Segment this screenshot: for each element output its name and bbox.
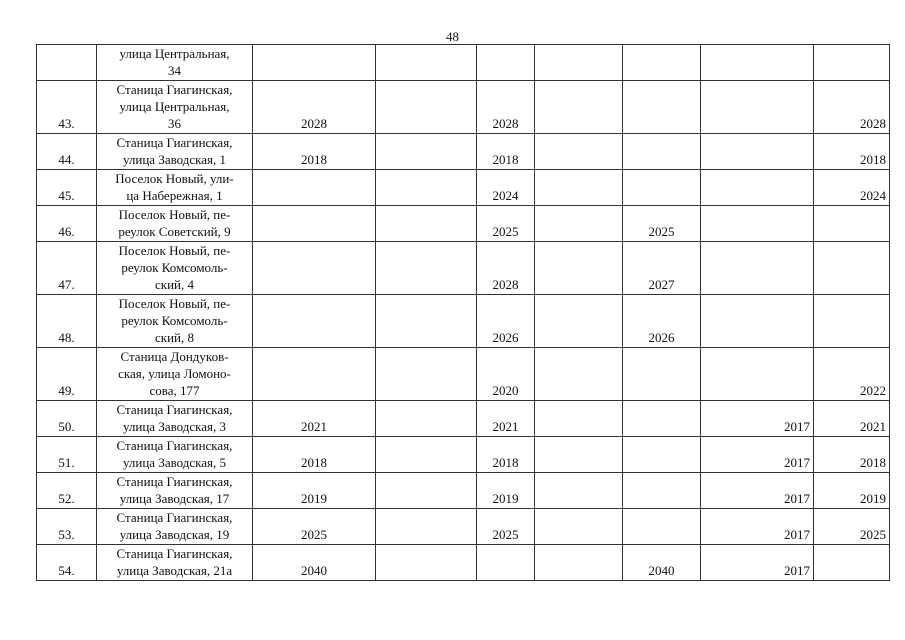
value-cell: 2017 — [701, 509, 814, 545]
address-cell: Станица Гиагинская, улица Заводская, 1 — [97, 134, 253, 170]
table-row — [37, 295, 890, 348]
value-cell: 2018 — [477, 134, 535, 170]
value-cell: 2017 — [701, 401, 814, 437]
page-number: 48 — [446, 29, 459, 44]
value-cell — [701, 134, 814, 170]
value-cell — [376, 545, 477, 581]
value-cell — [701, 206, 814, 242]
value-cell: 2028 — [477, 81, 535, 134]
value-cell — [814, 242, 890, 295]
table-row — [37, 509, 890, 545]
table-row — [37, 348, 890, 401]
row-number: 46. — [37, 206, 97, 242]
housing-schedule-table — [36, 44, 890, 581]
value-cell — [814, 45, 890, 81]
value-cell — [253, 295, 376, 348]
value-cell: 2040 — [253, 545, 376, 581]
value-cell — [535, 170, 623, 206]
value-cell: 2026 — [623, 295, 701, 348]
value-cell — [376, 437, 477, 473]
value-cell — [814, 206, 890, 242]
value-cell: 2025 — [623, 206, 701, 242]
value-cell: 2026 — [477, 295, 535, 348]
value-cell — [535, 348, 623, 401]
value-cell: 2021 — [253, 401, 376, 437]
value-cell — [623, 134, 701, 170]
address-cell: Поселок Новый, пе- реулок Советский, 9 — [97, 206, 253, 242]
value-cell — [376, 81, 477, 134]
value-cell: 2019 — [814, 473, 890, 509]
address-cell: Поселок Новый, пе- реулок Комсомоль- ский, 4 — [97, 242, 253, 295]
value-cell — [477, 545, 535, 581]
value-cell — [623, 509, 701, 545]
row-number: 45. — [37, 170, 97, 206]
address-cell: Станица Гиагинская, улица Заводская, 5 — [97, 437, 253, 473]
value-cell — [623, 81, 701, 134]
address-cell: Станица Гиагинская, улица Заводская, 19 — [97, 509, 253, 545]
row-number: 52. — [37, 473, 97, 509]
value-cell — [623, 437, 701, 473]
value-cell: 2028 — [477, 242, 535, 295]
value-cell — [376, 401, 477, 437]
value-cell — [253, 206, 376, 242]
value-cell — [814, 545, 890, 581]
value-cell — [701, 45, 814, 81]
value-cell — [376, 348, 477, 401]
value-cell — [535, 81, 623, 134]
value-cell — [253, 348, 376, 401]
value-cell: 2028 — [253, 81, 376, 134]
row-number: 54. — [37, 545, 97, 581]
value-cell: 2024 — [814, 170, 890, 206]
value-cell — [701, 295, 814, 348]
table-row — [37, 206, 890, 242]
value-cell — [253, 242, 376, 295]
value-cell: 2018 — [814, 134, 890, 170]
value-cell — [253, 170, 376, 206]
value-cell: 2020 — [477, 348, 535, 401]
row-number: 50. — [37, 401, 97, 437]
value-cell — [535, 45, 623, 81]
table-row — [37, 81, 890, 134]
row-number — [37, 45, 97, 81]
value-cell — [623, 45, 701, 81]
value-cell — [535, 545, 623, 581]
value-cell — [376, 242, 477, 295]
value-cell: 2027 — [623, 242, 701, 295]
value-cell — [376, 45, 477, 81]
address-cell: Станица Гиагинская, улица Заводская, 21а — [97, 545, 253, 581]
value-cell: 2022 — [814, 348, 890, 401]
row-number: 44. — [37, 134, 97, 170]
table-row — [37, 545, 890, 581]
value-cell: 2025 — [814, 509, 890, 545]
value-cell: 2017 — [701, 473, 814, 509]
table-row — [37, 170, 890, 206]
value-cell — [477, 45, 535, 81]
value-cell: 2025 — [477, 509, 535, 545]
value-cell — [376, 509, 477, 545]
value-cell — [701, 81, 814, 134]
value-cell: 2021 — [477, 401, 535, 437]
address-cell: Станица Гиагинская, улица Центральная, 36 — [97, 81, 253, 134]
value-cell — [701, 242, 814, 295]
value-cell — [623, 473, 701, 509]
value-cell — [535, 242, 623, 295]
row-number: 48. — [37, 295, 97, 348]
value-cell — [376, 295, 477, 348]
value-cell — [814, 295, 890, 348]
value-cell — [376, 134, 477, 170]
value-cell — [535, 206, 623, 242]
address-cell: улица Центральная, 34 — [97, 45, 253, 81]
value-cell: 2018 — [253, 437, 376, 473]
value-cell — [535, 473, 623, 509]
address-cell: Станица Гиагинская, улица Заводская, 17 — [97, 473, 253, 509]
row-number: 53. — [37, 509, 97, 545]
row-number: 47. — [37, 242, 97, 295]
value-cell — [253, 45, 376, 81]
table-row — [37, 437, 890, 473]
value-cell — [623, 348, 701, 401]
value-cell — [535, 437, 623, 473]
address-cell: Станица Дондуков- ская, улица Ломоно- сова, 177 — [97, 348, 253, 401]
value-cell: 2018 — [253, 134, 376, 170]
value-cell — [376, 206, 477, 242]
value-cell: 2017 — [701, 437, 814, 473]
table-row — [37, 473, 890, 509]
value-cell — [701, 348, 814, 401]
value-cell: 2024 — [477, 170, 535, 206]
value-cell — [623, 170, 701, 206]
value-cell — [535, 401, 623, 437]
value-cell: 2040 — [623, 545, 701, 581]
row-number: 49. — [37, 348, 97, 401]
table-row — [37, 401, 890, 437]
value-cell: 2017 — [701, 545, 814, 581]
value-cell: 2019 — [253, 473, 376, 509]
value-cell — [376, 473, 477, 509]
value-cell — [535, 509, 623, 545]
value-cell — [535, 295, 623, 348]
address-cell: Станица Гиагинская, улица Заводская, 3 — [97, 401, 253, 437]
row-number: 43. — [37, 81, 97, 134]
value-cell: 2018 — [477, 437, 535, 473]
value-cell — [376, 170, 477, 206]
value-cell: 2018 — [814, 437, 890, 473]
value-cell: 2025 — [253, 509, 376, 545]
table-row — [37, 242, 890, 295]
value-cell: 2021 — [814, 401, 890, 437]
value-cell — [535, 134, 623, 170]
table-row — [37, 134, 890, 170]
value-cell: 2028 — [814, 81, 890, 134]
address-cell: Поселок Новый, ули- ца Набережная, 1 — [97, 170, 253, 206]
value-cell — [623, 401, 701, 437]
table-row — [37, 45, 890, 81]
value-cell — [701, 170, 814, 206]
value-cell: 2019 — [477, 473, 535, 509]
row-number: 51. — [37, 437, 97, 473]
value-cell: 2025 — [477, 206, 535, 242]
address-cell: Поселок Новый, пе- реулок Комсомоль- ский, 8 — [97, 295, 253, 348]
